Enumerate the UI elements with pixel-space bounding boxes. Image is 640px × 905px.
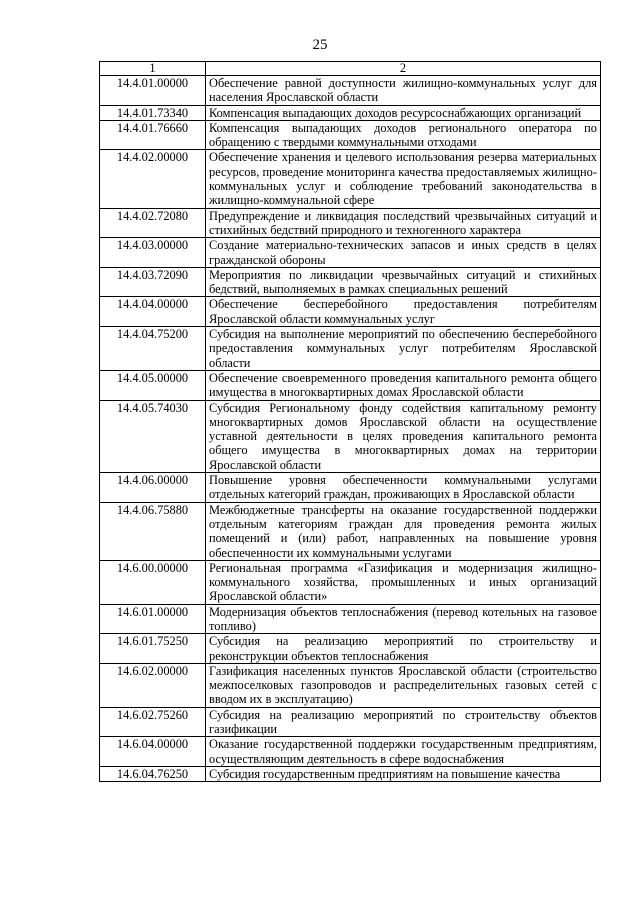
- row-code-cell: 14.4.02.00000: [100, 150, 206, 208]
- row-code-cell: 14.6.01.75250: [100, 634, 206, 664]
- row-code-cell: 14.6.00.00000: [100, 560, 206, 604]
- row-name-cell: Мероприятия по ликвидации чрезвычайных ситуаций и стихийных бедствий, выполняемых в рамках специальных решений: [206, 267, 601, 297]
- row-code-cell: 14.6.04.76250: [100, 766, 206, 781]
- row-name-cell: Газификация населенных пунктов Ярославской области (строительство межпоселковых газопроводов и распределительных газовых сетей с вводом их в эксплуатацию): [206, 663, 601, 707]
- row-code-cell: 14.4.01.76660: [100, 120, 206, 150]
- table-row: [100, 267, 601, 297]
- row-name-cell: Оказание государственной поддержки государственным предприятиям, осуществляющим деятельность в сфере водоснабжения: [206, 737, 601, 767]
- table-row: [100, 663, 601, 707]
- row-code-cell: 14.6.02.75260: [100, 707, 206, 737]
- table-row: [100, 604, 601, 634]
- row-code-cell: 14.6.04.00000: [100, 737, 206, 767]
- table-row: [100, 502, 601, 560]
- header-code-column: 1: [100, 62, 206, 76]
- row-name-cell: Предупреждение и ликвидация последствий чрезвычайных ситуаций и стихийных бедствий природного и техногенного характера: [206, 208, 601, 238]
- table-row: [100, 238, 601, 268]
- table-row: [100, 150, 601, 208]
- row-name-cell: Субсидия Региональному фонду содействия капитальному ремонту многоквартирных домов Ярославской области на осуществление уставной деятельности в целях проведения капитального ремонта общего имущества в многоквартирных домах на территории Ярославской области: [206, 400, 601, 472]
- row-name-cell: Компенсация выпадающих доходов регионального оператора по обращению с твердыми коммунальными отходами: [206, 120, 601, 150]
- row-name-cell: Создание материально-технических запасов и иных средств в целях гражданской обороны: [206, 238, 601, 268]
- table-row: [100, 120, 601, 150]
- table-row: [100, 297, 601, 327]
- table-row: [100, 208, 601, 238]
- row-name-cell: Обеспечение бесперебойного предоставления потребителям Ярославской области коммунальных услуг: [206, 297, 601, 327]
- page-number: 25: [312, 37, 328, 53]
- row-name-cell: Обеспечение хранения и целевого использования резерва материальных ресурсов, проведение мониторинга качества предоставляемых жилищно-коммунальных услуг и соблюдение требований законодательства в жилищно-коммунальной сфере: [206, 150, 601, 208]
- header-row: [100, 62, 601, 76]
- row-code-cell: 14.4.03.72090: [100, 267, 206, 297]
- table-row: [100, 707, 601, 737]
- row-code-cell: 14.4.06.00000: [100, 473, 206, 503]
- row-code-cell: 14.6.02.00000: [100, 663, 206, 707]
- row-name-cell: Субсидия на реализацию мероприятий по строительству объектов газификации: [206, 707, 601, 737]
- row-name-cell: Субсидия государственным предприятиям на повышение качества: [206, 766, 601, 781]
- table-row: [100, 766, 601, 781]
- row-code-cell: 14.4.05.74030: [100, 400, 206, 472]
- row-code-cell: 14.4.05.00000: [100, 370, 206, 400]
- row-name-cell: Обеспечение своевременного проведения капитального ремонта общего имущества в многоквартирных домах Ярославской области: [206, 370, 601, 400]
- budget-classification-table: [99, 61, 601, 782]
- row-name-cell: Региональная программа «Газификация и модернизация жилищно-коммунального хозяйства, промышленных и иных организаций Ярославской области»: [206, 560, 601, 604]
- row-name-cell: Субсидия на выполнение мероприятий по обеспечению бесперебойного предоставления коммунальных услуг потребителям Ярославской области: [206, 327, 601, 371]
- row-name-cell: Межбюджетные трансферты на оказание государственной поддержки отдельным категориям граждан для проведения ремонта жилых помещений и (или) работ, направленных на повышение уровня обеспеченности их коммунальными услугами: [206, 502, 601, 560]
- table-row: [100, 473, 601, 503]
- row-code-cell: 14.6.01.00000: [100, 604, 206, 634]
- table-row: [100, 327, 601, 371]
- header-name-column: 2: [206, 62, 601, 76]
- table-row: [100, 105, 601, 120]
- row-name-cell: Модернизация объектов теплоснабжения (перевод котельных на газовое топливо): [206, 604, 601, 634]
- row-name-cell: Субсидия на реализацию мероприятий по строительству и реконструкции объектов теплоснабжения: [206, 634, 601, 664]
- table-row: [100, 634, 601, 664]
- table-header: [100, 62, 601, 76]
- row-code-cell: 14.4.04.75200: [100, 327, 206, 371]
- row-code-cell: 14.4.03.00000: [100, 238, 206, 268]
- table-row: [100, 400, 601, 472]
- row-code-cell: 14.4.02.72080: [100, 208, 206, 238]
- table-row: [100, 560, 601, 604]
- row-name-cell: Компенсация выпадающих доходов ресурсоснабжающих организаций: [206, 105, 601, 120]
- row-code-cell: 14.4.06.75880: [100, 502, 206, 560]
- row-code-cell: 14.4.01.00000: [100, 76, 206, 106]
- row-name-cell: Обеспечение равной доступности жилищно-коммунальных услуг для населения Ярославской области: [206, 76, 601, 106]
- table-row: [100, 737, 601, 767]
- row-code-cell: 14.4.04.00000: [100, 297, 206, 327]
- row-code-cell: 14.4.01.73340: [100, 105, 206, 120]
- table-row: [100, 76, 601, 106]
- table-row: [100, 370, 601, 400]
- table-body: [100, 76, 601, 782]
- row-name-cell: Повышение уровня обеспеченности коммунальными услугами отдельных категорий граждан, проживающих в Ярославской области: [206, 473, 601, 503]
